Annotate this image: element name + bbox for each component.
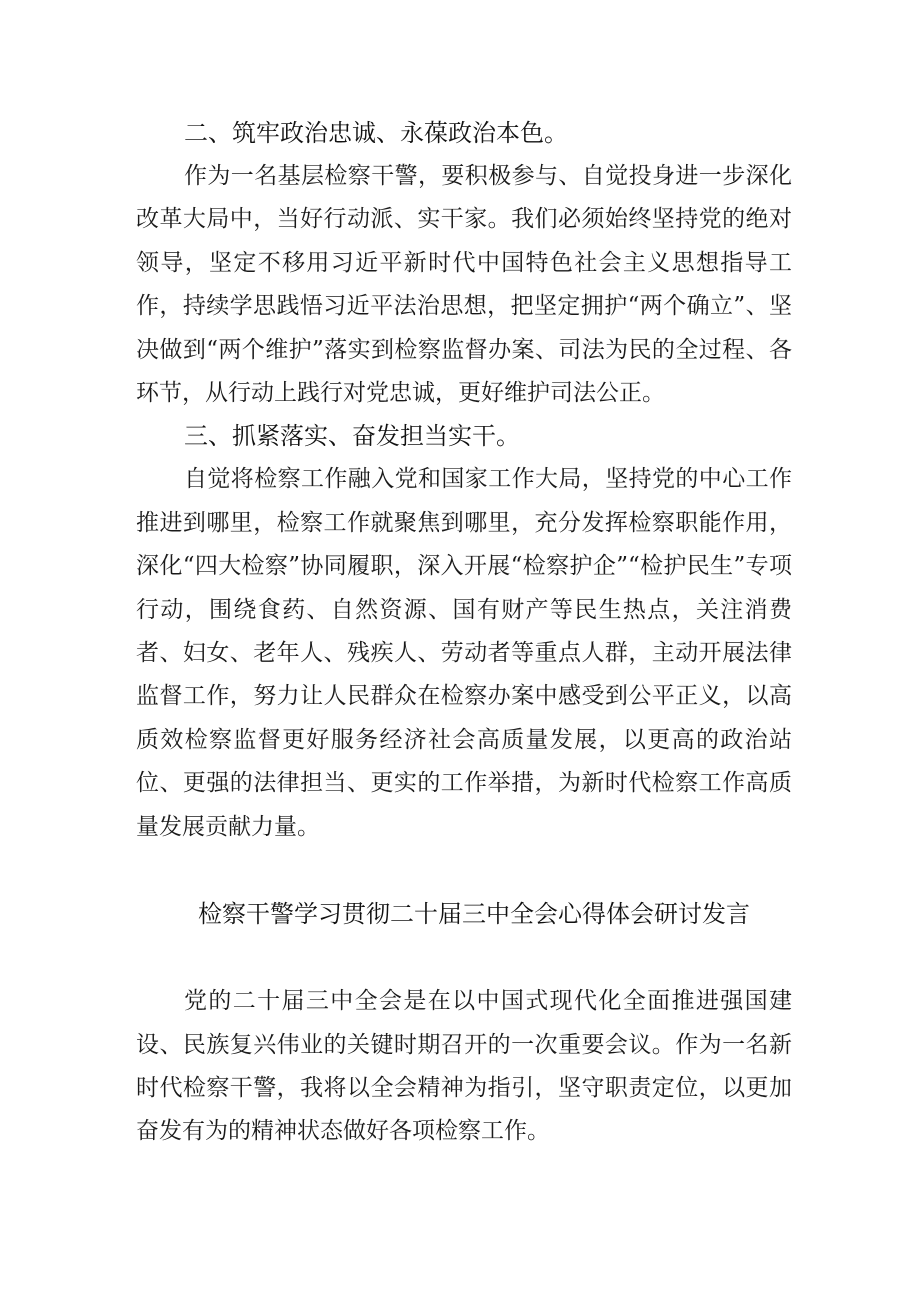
spacer: [136, 849, 792, 893]
section-paragraph-2: 作为一名基层检察干警，要积极参与、自觉投身进一步深化改革大局中，当好行动派、实干家。我们必须始终坚持党的绝对领导，坚定不移用习近平新时代中国特色社会主义思想指导工作，持续学思践悟习近平法治思想，把坚定拥护“两个确立”、坚决做到“两个维护”落实到检察监督办案、司法为民的全过程、各环节，从行动上践行对党忠诚，更好维护司法公正。: [136, 163, 792, 407]
section-heading-3: 三、抓紧落实、奋发担当实干。: [184, 422, 520, 451]
section-heading-2: 二、筑牢政治忠诚、永葆政治本色。: [184, 119, 568, 147]
section-paragraph-3: 自觉将检察工作融入党和国家工作大局，坚持党的中心工作推进到哪里，检察工作就聚焦到哪里，充分发挥检察职能作用，深化“四大检察”协同履职，深入开展“检察护企”“检护民生”专项行动，围绕食药、自然资源、国有财产等民生热点，关注消费者、妇女、老年人、残疾人、劳动者等重点人群，主动开展法律监督工作，努力让人民群众在检察办案中感受到公平正义，以高质效检察监督更好服务经济社会高质量发展，以更高的政治站位、更强的法律担当、更实的工作举措，为新时代检察工作高质量发展贡献力量。: [136, 466, 792, 840]
spacer: [136, 936, 792, 980]
article-title: 检察干警学习贯彻二十届三中全会心得体会研讨发言: [198, 900, 750, 929]
article-intro-paragraph: 党的二十届三中全会是在以中国式现代化全面推进强国建设、民族复兴伟业的关键时期召开的一次重要会议。作为一名新时代检察干警，我将以全会精神为指引，坚守职责定位，以更加奋发有为的精神状态做好各项检察工作。: [136, 988, 792, 1145]
document-body: [136, 112, 792, 1154]
